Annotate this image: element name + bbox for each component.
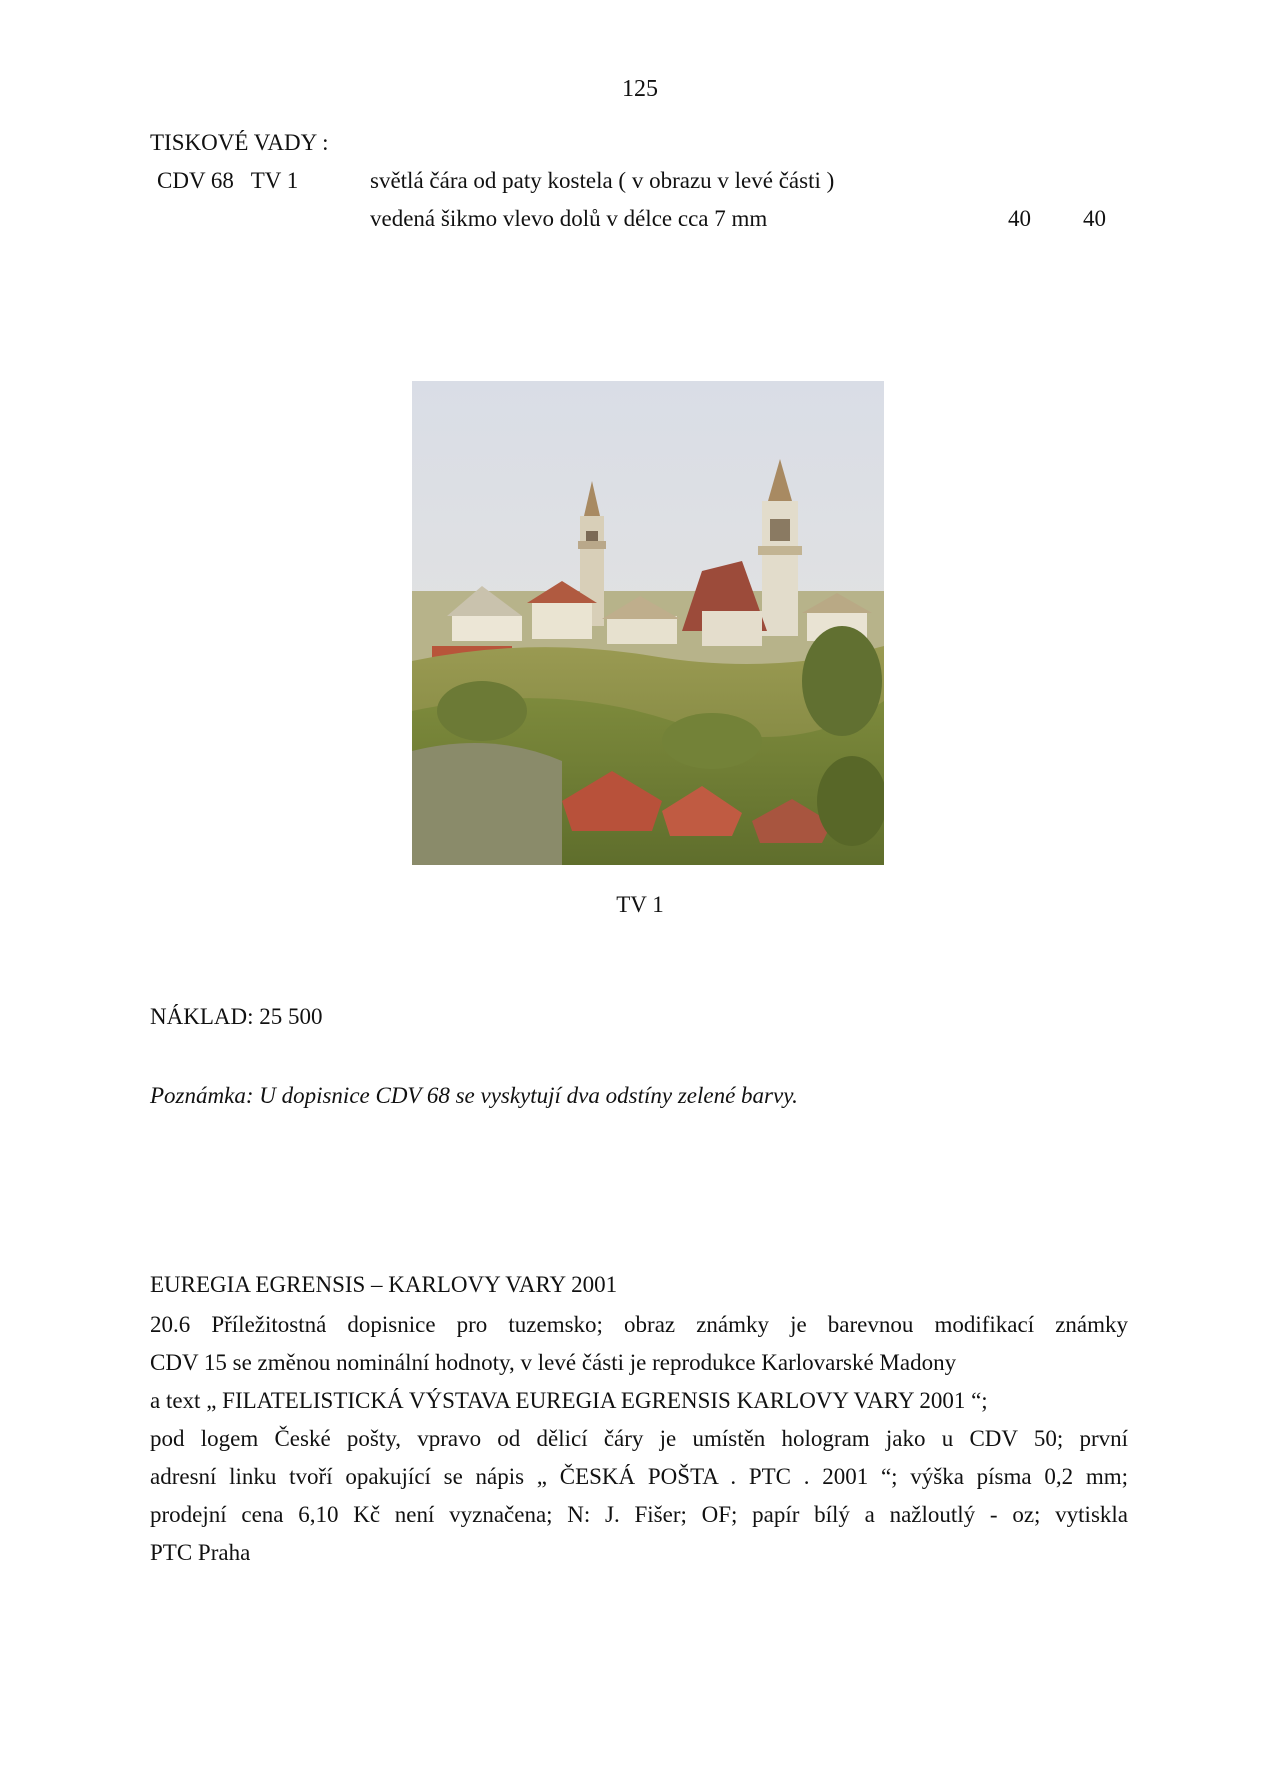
- note: Poznámka: U dopisnice CDV 68 se vyskytují dva odstíny zelené barvy.: [150, 1083, 798, 1108]
- euregia-description: [150, 1306, 1128, 1572]
- description-line-5: adresní linku tvoří opakující se nápis „ ČESKÁ POŠTA . PTC . 2001 “; výška písma 0,2 mm;: [150, 1464, 1128, 1489]
- error-price-used: 40: [1083, 206, 1106, 231]
- printing-errors-title: TISKOVÉ VADY :: [150, 130, 329, 155]
- error-description-line-1: světlá čára od paty kostela ( v obrazu v levé části ): [370, 168, 835, 193]
- print-run: NÁKLAD: 25 500: [150, 1004, 323, 1029]
- description-line-1: 20.6 Příležitostná dopisnice pro tuzemsko; obraz známky je barevnou modifikací známky: [150, 1312, 1128, 1337]
- description-line-2: CDV 15 se změnou nominální hodnoty, v levé části je reprodukce Karlovarské Madony: [150, 1350, 957, 1375]
- euregia-heading: EUREGIA EGRENSIS – KARLOVY VARY 2001: [150, 1272, 618, 1297]
- error-code: CDV 68 TV 1: [157, 168, 299, 193]
- error-description-line-2: vedená šikmo vlevo dolů v délce cca 7 mm: [370, 206, 768, 231]
- page-number: 125: [622, 76, 658, 102]
- stamp-image-church-landscape: [412, 381, 884, 865]
- church-landscape-illustration: [412, 381, 884, 865]
- description-line-4: pod logem České pošty, vpravo od dělicí čáry je umístěn hologram jako u CDV 50; první: [150, 1426, 1128, 1451]
- description-line-3: a text „ FILATELISTICKÁ VÝSTAVA EUREGIA EGRENSIS KARLOVY VARY 2001 “;: [150, 1388, 988, 1413]
- error-price-mint: 40: [1008, 206, 1031, 231]
- description-line-6: prodejní cena 6,10 Kč není vyznačena; N: J. Fišer; OF; papír bílý a nažloutlý - oz; vytiskla: [150, 1502, 1128, 1527]
- description-line-7: PTC Praha: [150, 1540, 251, 1565]
- figure-caption: TV 1: [616, 892, 664, 917]
